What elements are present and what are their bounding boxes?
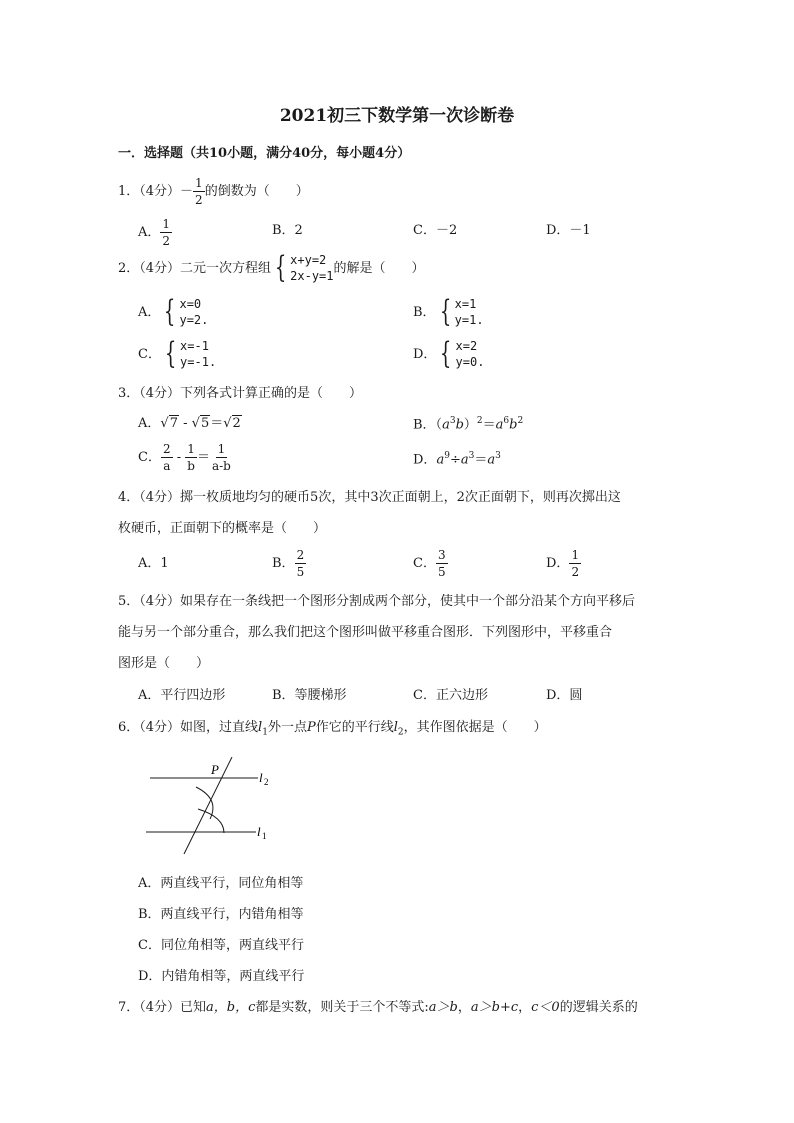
q3-option-a: A． √7 - √5 ＝ √2 xyxy=(138,416,241,431)
q3-option-d: D．$a^9\div a^3=a^3$ xyxy=(413,451,501,468)
arc-lower xyxy=(198,809,224,833)
q1-fraction: $\frac{1}{2}$ xyxy=(195,176,203,207)
q5-option-b: B．等腰梯形 xyxy=(272,688,347,703)
q1-prefix: 1．（4分）－ xyxy=(118,184,194,199)
q4-option-b: B． $\frac{2}{5}$ xyxy=(272,548,305,579)
question-5-line-2: 能与另一个部分重合，那么我们把这个图形叫做平移重合图形．下列图形中，平移重合 xyxy=(118,625,613,640)
q2-equation-system: { x+y=2 2x-y=1 xyxy=(274,250,334,285)
question-5-line-1: 5．（4分）如果存在一条线把一个图形分割成两个部分，使其中一个部分沿某个方向平移后 xyxy=(118,594,636,609)
q5-option-c: C．正六边形 xyxy=(413,688,488,703)
q6-option-a: A．两直线平行，同位角相等 xyxy=(138,876,304,891)
label-l2: l xyxy=(259,770,263,785)
page-title: 2021初三下数学第一次诊断卷 xyxy=(279,106,515,126)
q6-option-d: D．内错角相等，两直线平行 xyxy=(138,969,305,984)
question-1-stem xyxy=(118,177,309,206)
q2-option-c: C． { x=-1 y=-1. xyxy=(138,336,217,371)
q1-suffix: 的倒数为（ ） xyxy=(204,184,309,199)
q5-option-a: A．平行四边形 xyxy=(138,688,226,703)
q4-option-d: D． $\frac{1}{2}$ xyxy=(546,548,580,579)
question-3-stem: 3．（4分）下列各式计算正确的是（ ） xyxy=(118,386,363,401)
q2-option-b: B． { x=1 y=1. xyxy=(413,294,484,329)
question-4-line-1: 4．（4分）掷一枚质地均匀的硬币5次，其中3次正面朝上，2次正面朝下，则再次掷出这 xyxy=(118,490,621,505)
parallel-lines-figure xyxy=(138,757,278,857)
label-l1-sub: 1 xyxy=(262,831,267,841)
question-5-line-3: 图形是（ ） xyxy=(118,656,210,671)
label-l1: l xyxy=(257,824,261,839)
q2-option-a: A． { x=0 y=2. xyxy=(138,294,209,329)
question-4-line-2: 枚硬币，正面朝下的概率是（ ） xyxy=(118,521,327,536)
q6-option-c: C．同位角相等，两直线平行 xyxy=(138,938,304,953)
q1-option-d: D．－1 xyxy=(546,223,591,238)
question-7-stem: 7．（4分）已知a，b，c都是实数，则关于三个不等式:a＞b，a＞b+c，c＜0的逻辑关系的 xyxy=(118,1000,638,1015)
q1-option-a: A． $\frac{1}{2}$ xyxy=(138,217,171,248)
q4-option-a: A．1 xyxy=(138,556,169,571)
q3-option-b: B．$(a^3b)^2=a^6b^2$ xyxy=(413,416,524,433)
q4-option-c: C． $\frac{3}{5}$ xyxy=(413,548,446,579)
transversal-line xyxy=(184,757,232,854)
q6-option-b: B．两直线平行，内错角相等 xyxy=(138,907,304,922)
q5-option-d: D．圆 xyxy=(546,688,583,703)
question-6-stem: 6．（4分）如图，过直线$l_1$外一点P作它的平行线$l_2$，其作图依据是（ ） xyxy=(118,720,547,738)
section-heading: 一．选择题（共10小题，满分40分，每小题4分） xyxy=(118,146,411,161)
q3-option-c: C． $\frac{2}{a}$ - $\frac{1}{b}$ ＝ $\frac{1}{a-b}$ xyxy=(138,442,231,473)
q1-option-c: C．－2 xyxy=(413,223,458,238)
point-p-label: P xyxy=(211,762,219,777)
question-2-stem: 2．（4分）二元一次方程组 { x+y=2 2x-y=1 的解是（ ） xyxy=(118,250,425,285)
label-l2-sub: 2 xyxy=(264,777,269,787)
q1-option-b: B．2 xyxy=(272,223,303,238)
q2-option-d: D． { x=2 y=0. xyxy=(413,336,485,371)
